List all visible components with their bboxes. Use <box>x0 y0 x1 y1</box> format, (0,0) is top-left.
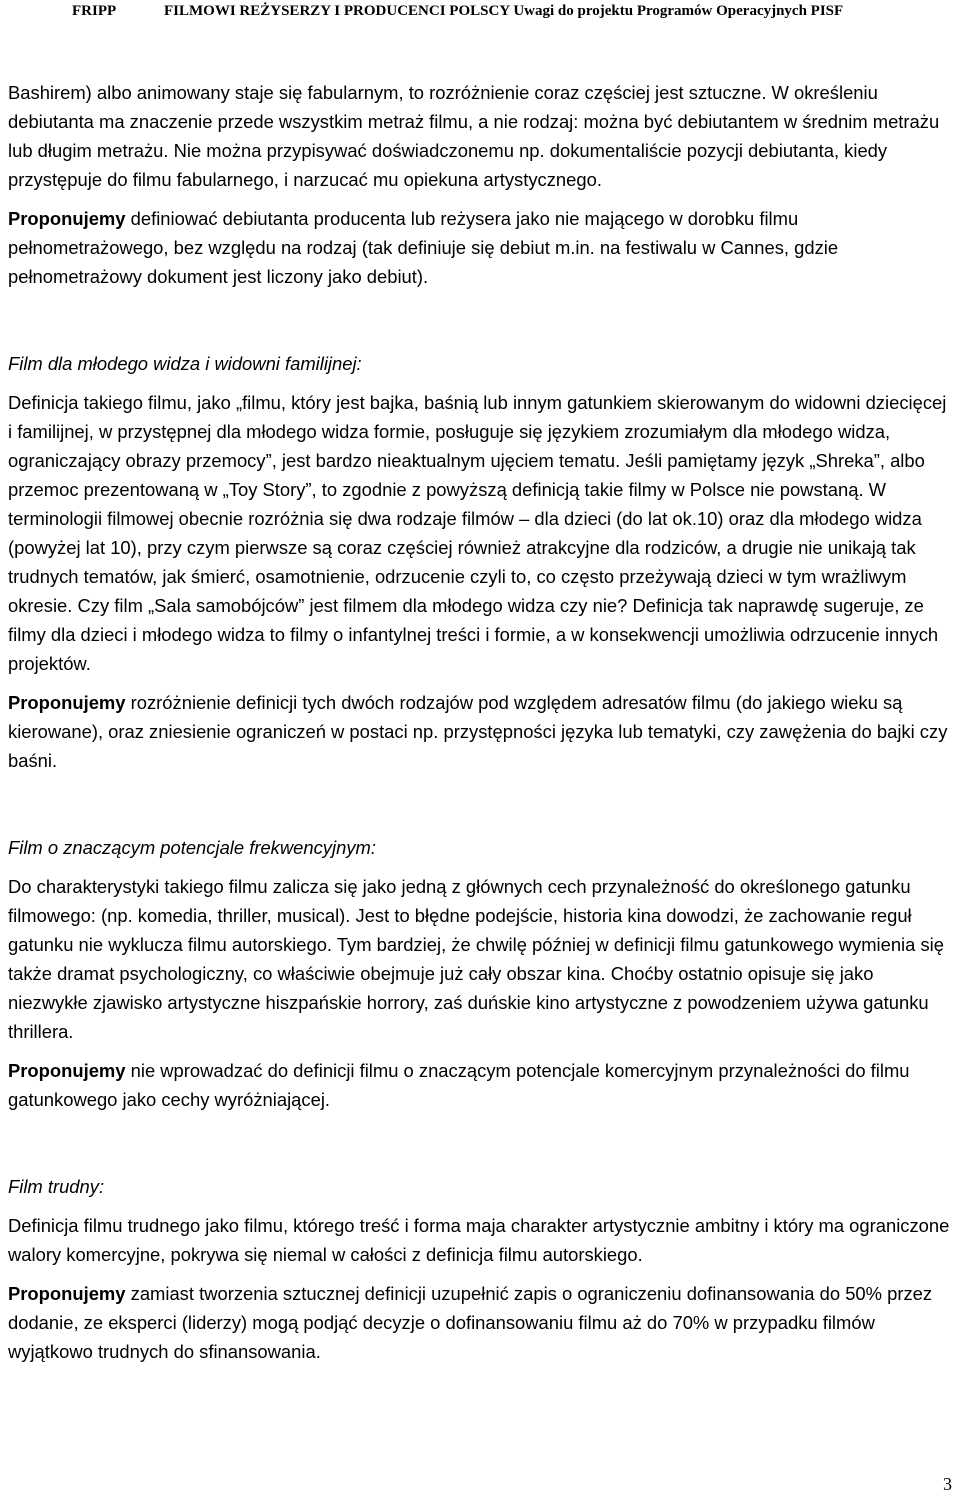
proposal-text: zamiast tworzenia sztucznej definicji uzupełnić zapis o ograniczeniu dofinansowania do 50% przez dodanie, ze eksperci (liderzy) mogą podjąć decyzje o dofinansowaniu filmu aż do 70% w przypadku filmów wyjątkowo trudnych do sfinansowania. <box>8 1283 933 1362</box>
proposal-keyword: Proponujemy <box>8 692 126 713</box>
proposal-text: definiować debiutanta producenta lub reżysera jako nie mającego w dorobku filmu pełnometrażowego, bez względu na rodzaj (tak definiuje się debiut m.in. na festiwalu w Cannes, gdzie pełnometrażowy dokument jest liczony jako debiut). <box>8 208 839 287</box>
intro-proposal-paragraph <box>8 204 953 291</box>
section-heading: Film trudny: <box>8 1176 105 1197</box>
document-body <box>8 78 953 1366</box>
intro-paragraph: Bashirem) albo animowany staje się fabularnym, to rozróżnienie coraz częściej jest sztuczne. W określeniu debiutanta ma znaczenie przede wszystkim metraż filmu, a nie rodzaj: można być debiutantem w średnim metrażu lub długim metrażu. Nie można przypisywać doświadczonemu np. dokumentaliście pozycji debiutanta, kiedy przystępuje do filmu fabularnego, i narzucać mu opiekuna artystycznego. <box>8 82 940 190</box>
proposal-keyword: Proponujemy <box>8 208 126 229</box>
section-heading: Film o znaczącym potencjale frekwencyjnym: <box>8 837 376 858</box>
header-title: FILMOWI REŻYSERZY I PRODUCENCI POLSCY Uwagi do projektu Programów Operacyjnych PISF <box>164 3 844 19</box>
section-body: Definicja filmu trudnego jako filmu, którego treść i forma maja charakter artystycznie ambitny i który ma ograniczone walory komercyjne, pokrywa się niemal w całości z definicja filmu autorskiego. <box>8 1215 950 1265</box>
proposal-keyword: Proponujemy <box>8 1060 126 1081</box>
section-heading: Film dla młodego widza i widowni familijnej: <box>8 353 362 374</box>
proposal-text: rozróżnienie definicji tych dwóch rodzajów pod względem adresatów filmu (do jakiego wieku są kierowane), oraz zniesienie ograniczeń w postaci np. przystępności języka lub tematyki, czy zawężenia do bajki czy baśni. <box>8 692 948 771</box>
section-body: Definicja takiego filmu, jako „filmu, który jest bajka, baśnią lub innym gatunkiem skierowanym do widowni dziecięcej i familijnej, w przystępnej dla młodego widza formie, posługuje się językiem zrozumiałym dla młodego widza, ograniczający obrazy przemocy”, jest bardzo nieaktualnym ujęciem tematu. Jeśli pamiętamy język „Shreka”, albo przemoc prezentowaną w „Toy Story”, to zgodnie z powyższą definicją takie filmy w Polsce nie powstaną. W terminologii filmowej obecnie rozróżnia się dwa rodzaje filmów – dla dzieci (do lat ok.10) oraz dla młodego widza (powyżej lat 10), przy czym pierwsze są coraz częściej również atrakcyjne dla rodziców, a drugie nie unikają tak trudnych tematów, jak śmierć, osamotnienie, odrzucenie czyli to, co często przeżywają dzieci w tym wrażliwym okresie. Czy film „Sala samobójców” jest filmem dla młodego widza czy nie? Definicja tak naprawdę sugeruje, ze filmy dla dzieci i młodego widza to filmy o infantylnej treści i formie, a w konsekwencji umożliwia odrzucenie innych projektów. <box>8 392 947 674</box>
section-proposal <box>8 688 953 775</box>
header-org: FRIPP <box>72 3 117 19</box>
proposal-text: nie wprowadzać do definicji filmu o znaczącym potencjale komercyjnym przynależności do filmu gatunkowego jako cechy wyróżniającej. <box>8 1060 910 1110</box>
page-number: 3 <box>943 1474 952 1494</box>
proposal-keyword: Proponujemy <box>8 1283 126 1304</box>
section-body: Do charakterystyki takiego filmu zalicza się jako jedną z głównych cech przynależność do określonego gatunku filmowego: (np. komedia, thriller, musical). Jest to błędne podejście, historia kina dowodzi, że zachowanie reguł gatunku nie wyklucza filmu autorskiego. Tym bardziej, że chwilę później w definicji filmu gatunkowego wymienia się także dramat psychologiczny, co właściwie obejmuje już cały obszar kina. Choćby ostatnio opisuje się jako niezwykłe zjawisko artystyczne hiszpańskie horrory, zaś duńskie kino artystyczne z powodzeniem używa gatunku thrillera. <box>8 876 944 1042</box>
section-proposal <box>8 1279 953 1366</box>
page-header <box>0 0 960 22</box>
section-proposal <box>8 1056 953 1114</box>
